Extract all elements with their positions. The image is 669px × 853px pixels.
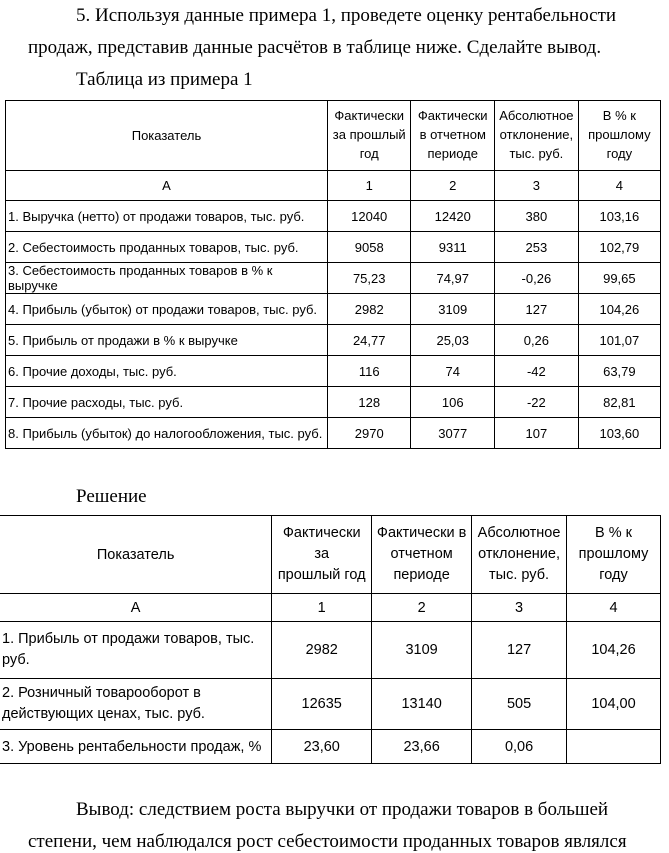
- table-cell: 107: [495, 418, 579, 449]
- table-cell: 12420: [411, 201, 495, 232]
- table-cell: [567, 730, 661, 764]
- table-cell: 3077: [411, 418, 495, 449]
- table-cell: 1. Прибыль от продажи товаров, тыс. руб.: [0, 622, 272, 679]
- table-cell: 116: [327, 356, 411, 387]
- table-cell: 63,79: [578, 356, 660, 387]
- table-cell: 3. Уровень рентабельности продаж, %: [0, 730, 272, 764]
- solution-table: [0, 515, 661, 764]
- table-cell: 7. Прочие расходы, тыс. руб.: [6, 387, 328, 418]
- table-row: [6, 263, 661, 294]
- table-cell: 2. Себестоимость проданных товаров, тыс. руб.: [6, 232, 328, 263]
- table-cell: 2970: [327, 418, 411, 449]
- table-cell: 12635: [272, 679, 372, 730]
- table-cell: 1. Выручка (нетто) от продажи товаров, тыс. руб.: [6, 201, 328, 232]
- table-cell: 380: [495, 201, 579, 232]
- table-cell: 23,66: [372, 730, 472, 764]
- table-row: [6, 356, 661, 387]
- table-cell: -22: [495, 387, 579, 418]
- table-row: [6, 232, 661, 263]
- table2-header-curr: Фактически в отчетном периоде: [372, 516, 472, 594]
- table-cell: 505: [472, 679, 567, 730]
- table-cell: 3. Себестоимость проданных товаров в % к выручке: [6, 263, 328, 294]
- table-row: [6, 294, 661, 325]
- table-cell: А: [6, 171, 328, 201]
- table-cell: 0,06: [472, 730, 567, 764]
- table1-header-row: [6, 101, 661, 171]
- table-row: [0, 730, 661, 764]
- table2-header-pct: В % к прошлому году: [567, 516, 661, 594]
- table-cell: 2982: [272, 622, 372, 679]
- table-cell: 2: [372, 594, 472, 622]
- table-cell: 24,77: [327, 325, 411, 356]
- table-cell: 102,79: [578, 232, 660, 263]
- table-row: [6, 325, 661, 356]
- table-cell: 103,60: [578, 418, 660, 449]
- table-cell: 1: [272, 594, 372, 622]
- table-cell: 104,26: [578, 294, 660, 325]
- table1-header-abs: Абсолютное отклонение, тыс. руб.: [495, 101, 579, 171]
- table-cell: 1: [327, 171, 411, 201]
- table-cell: 4: [567, 594, 661, 622]
- table-row: [6, 418, 661, 449]
- table-cell: 3109: [372, 622, 472, 679]
- table-cell: 103,16: [578, 201, 660, 232]
- table-cell: 2. Розничный товарооборот в действующих ценах, тыс. руб.: [0, 679, 272, 730]
- table-cell: 101,07: [578, 325, 660, 356]
- table-cell: А: [0, 594, 272, 622]
- table-cell: 3: [472, 594, 567, 622]
- table-row: [0, 679, 661, 730]
- conclusion-line-2: степени, чем наблюдался рост себестоимости проданных товаров являлся: [28, 831, 627, 852]
- table-cell: 104,26: [567, 622, 661, 679]
- table-cell: 74,97: [411, 263, 495, 294]
- table-cell: 9058: [327, 232, 411, 263]
- table-cell: 106: [411, 387, 495, 418]
- table-cell: 99,65: [578, 263, 660, 294]
- table2-header-row: [0, 516, 661, 594]
- intro-line-2: продаж, представив данные расчётов в таблице ниже. Сделайте вывод.: [28, 37, 602, 58]
- table-cell: -0,26: [495, 263, 579, 294]
- table-cell: 2: [411, 171, 495, 201]
- conclusion-line-1: Вывод: следствием роста выручки от продажи товаров в большей: [76, 799, 609, 820]
- table-cell: 253: [495, 232, 579, 263]
- table-cell: 9311: [411, 232, 495, 263]
- table-cell: 127: [472, 622, 567, 679]
- table1-title: Таблица из примера 1: [76, 69, 253, 90]
- table-cell: 13140: [372, 679, 472, 730]
- table-cell: 6. Прочие доходы, тыс. руб.: [6, 356, 328, 387]
- solution-title: Решение: [76, 486, 147, 507]
- table-cell: 127: [495, 294, 579, 325]
- table1-header-pct: В % к прошлому году: [578, 101, 660, 171]
- table-row: [6, 201, 661, 232]
- table-cell: 2982: [327, 294, 411, 325]
- table1-header-curr: Фактически в отчетном периоде: [411, 101, 495, 171]
- table-cell: -42: [495, 356, 579, 387]
- table-cell: 12040: [327, 201, 411, 232]
- table-row: [6, 387, 661, 418]
- table-cell: 74: [411, 356, 495, 387]
- table-cell: 128: [327, 387, 411, 418]
- table-row: [0, 622, 661, 679]
- table-cell: 82,81: [578, 387, 660, 418]
- table2-header-abs: Абсолютное отклонение, тыс. руб.: [472, 516, 567, 594]
- table1-index-row: [6, 171, 661, 201]
- table-cell: 25,03: [411, 325, 495, 356]
- table-cell: 3: [495, 171, 579, 201]
- table1-header-prev: Фактически за прошлый год: [327, 101, 411, 171]
- table2-index-row: [0, 594, 661, 622]
- intro-line-1: 5. Используя данные примера 1, проведете оценку рентабельности: [76, 5, 617, 26]
- table-cell: 23,60: [272, 730, 372, 764]
- table-cell: 8. Прибыль (убыток) до налогообложения, тыс. руб.: [6, 418, 328, 449]
- table1-header-indicator: Показатель: [6, 101, 328, 171]
- table-cell: 4: [578, 171, 660, 201]
- table2-header-indicator: Показатель: [0, 516, 272, 594]
- table2-header-prev: Фактически за прошлый год: [272, 516, 372, 594]
- table-cell: 5. Прибыль от продажи в % к выручке: [6, 325, 328, 356]
- table-cell: 104,00: [567, 679, 661, 730]
- table-cell: 75,23: [327, 263, 411, 294]
- table-cell: 4. Прибыль (убыток) от продажи товаров, тыс. руб.: [6, 294, 328, 325]
- example-table: [5, 100, 661, 449]
- table-cell: 0,26: [495, 325, 579, 356]
- table-cell: 3109: [411, 294, 495, 325]
